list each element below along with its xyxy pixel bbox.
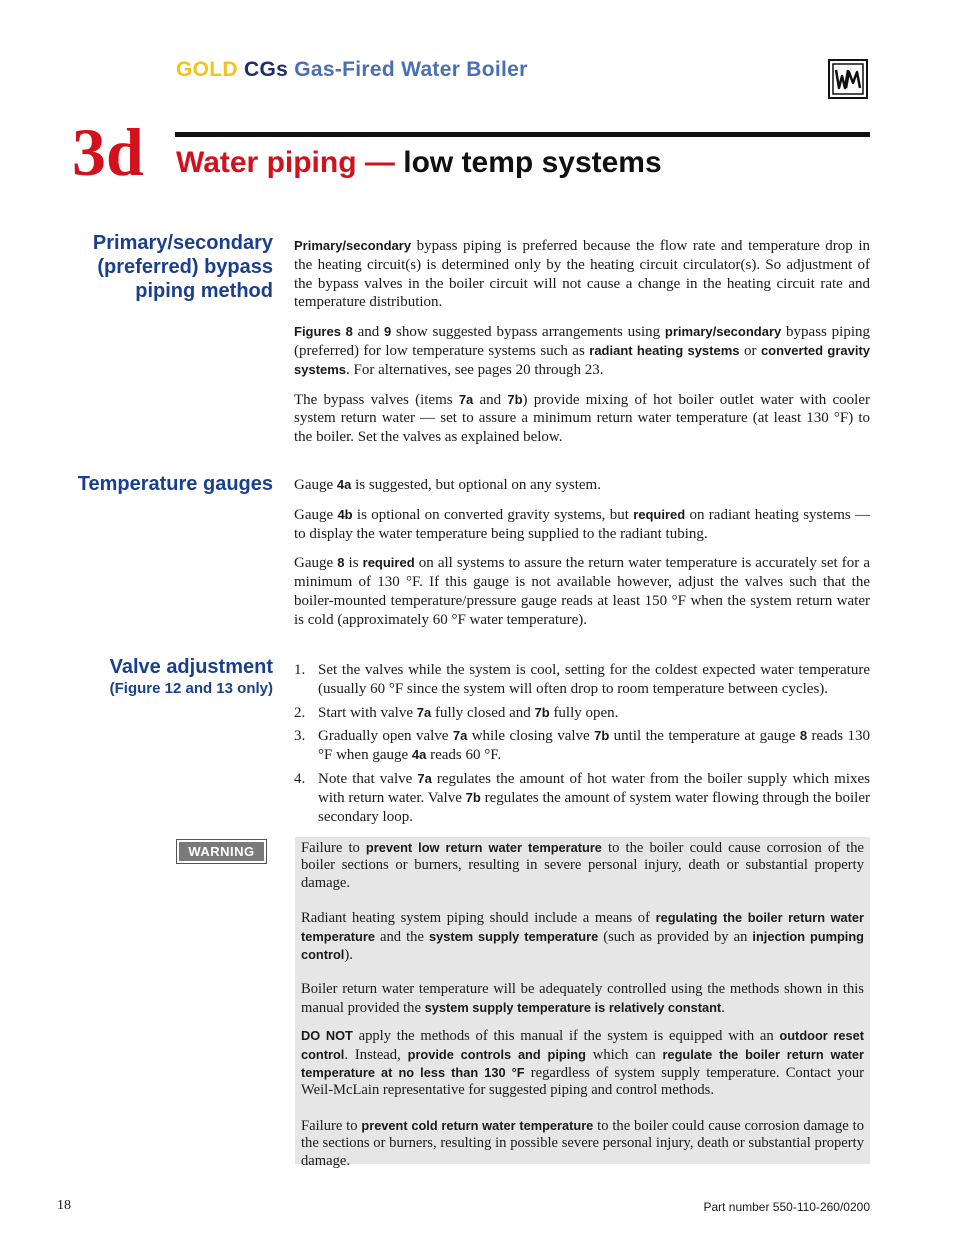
part-number: Part number 550-110-260/0200 xyxy=(703,1200,870,1214)
bold-term: prevent cold return water temperature xyxy=(361,1117,594,1133)
text-run: Radiant heating system piping should include a means of xyxy=(301,910,656,927)
temperature-gauges-body xyxy=(294,476,870,641)
text-run: ) provide mixing of hot boiler outlet water with cooler system return water — set to assure a minimum return water temperature (at least 130 °F) to the boiler. Set the valves as explained below. xyxy=(294,391,870,446)
text-run: is optional on converted gravity systems, but xyxy=(352,506,634,523)
text-run: and xyxy=(352,324,385,341)
text-run: regardless of system supply temperature. Contact your Weil-McLain representative for suggested piping and control methods. xyxy=(301,1065,864,1099)
warning-box xyxy=(295,837,870,1169)
gauges-paragraph-2 xyxy=(294,506,870,544)
bold-term: radiant heating systems xyxy=(589,342,740,358)
weil-mclain-logo-icon xyxy=(828,59,868,99)
text-run: reads 130 °F when gauge xyxy=(318,728,871,764)
primary-secondary-heading xyxy=(93,231,273,303)
brand-product: Gas-Fired Water Boiler xyxy=(294,58,528,81)
text-run: Failure to xyxy=(301,840,366,856)
warning-paragraph-2 xyxy=(301,909,864,964)
valve-steps-list xyxy=(294,661,870,826)
bold-term: 7b xyxy=(534,704,550,720)
text-run: Gauge xyxy=(294,555,338,572)
step-number: 3. xyxy=(294,728,306,745)
text-run: Boiler return water temperature will be adequately controlled using the methods shown in this manual provided the xyxy=(301,981,864,1016)
bold-term: provide controls and piping xyxy=(407,1046,586,1062)
primary-paragraph-2 xyxy=(294,323,870,379)
text-run: Start with valve xyxy=(318,704,417,721)
text-run: ). xyxy=(344,947,353,964)
text-run: Gauge xyxy=(294,477,337,493)
bold-term: 7a xyxy=(417,770,432,786)
text-run: while closing valve xyxy=(467,728,595,745)
bold-term: 4b xyxy=(337,506,353,522)
warning-label: WARNING xyxy=(179,842,264,861)
primary-heading-line3: piping method xyxy=(135,280,273,302)
text-run: until the temperature at gauge xyxy=(609,728,800,745)
text-run: fully closed and xyxy=(431,704,535,721)
bold-term: 7b xyxy=(465,789,481,805)
bold-term: 7a xyxy=(458,391,474,407)
text-run: reads 60 °F. xyxy=(426,747,502,764)
bold-term: 7a xyxy=(416,704,432,720)
text-run: fully open. xyxy=(549,704,619,721)
text-run: apply the methods of this manual if the system is equipped with an xyxy=(352,1028,780,1045)
text-run: and the xyxy=(374,928,429,945)
step-number: 1. xyxy=(294,662,306,678)
bold-term: prevent low return water temperature xyxy=(365,840,602,855)
text-run: and xyxy=(473,391,508,408)
text-run: is xyxy=(344,555,363,572)
bold-term: 7b xyxy=(507,391,523,407)
warning-badge xyxy=(176,839,267,864)
bold-term: injection pumping control xyxy=(301,928,864,963)
text-run: (such as provided by an xyxy=(598,928,753,945)
bold-term: converted gravity systems xyxy=(294,342,871,377)
warning-paragraph-1 xyxy=(301,839,864,892)
list-item xyxy=(294,704,870,723)
bold-term: 8 xyxy=(337,555,345,571)
bold-term: Figures 8 xyxy=(294,324,353,340)
bold-term: 4a xyxy=(336,477,352,492)
bold-term: DO NOT xyxy=(301,1028,353,1044)
step-number: 4. xyxy=(294,770,306,787)
bold-term: system supply temperature xyxy=(428,928,599,944)
text-run: bypass piping (preferred) for low temperature systems such as xyxy=(294,324,870,359)
text-run: to the boiler could cause corrosion damage to the sections or burners, resulting in possible severe personal injury, death or substantial property damage. xyxy=(301,1117,864,1169)
primary-paragraph-1 xyxy=(294,237,870,312)
section-rule xyxy=(175,132,870,137)
valve-adjustment-heading xyxy=(110,655,273,699)
section-title-black: low temp systems xyxy=(403,146,662,179)
valve-heading-subtitle: (Figure 12 and 13 only) xyxy=(109,680,273,697)
list-item xyxy=(294,661,870,699)
text-run: . For alternatives, see pages 20 through 23. xyxy=(346,361,604,378)
gauges-paragraph-3 xyxy=(294,554,870,629)
list-item xyxy=(294,727,870,765)
page-number: 18 xyxy=(57,1198,71,1213)
brand-cgs: CGs xyxy=(244,58,289,81)
bold-term: outdoor reset control xyxy=(301,1028,864,1062)
text-run: show suggested bypass arrangements using xyxy=(391,324,665,341)
text-run: regulates the amount of system water flowing through the boiler secondary loop. xyxy=(318,789,870,825)
text-run: Gauge xyxy=(294,506,338,523)
bold-term: primary/secondary xyxy=(664,324,782,340)
text-run: Failure to xyxy=(301,1117,362,1134)
valve-adjustment-body xyxy=(294,661,870,831)
text-run: which can xyxy=(585,1046,663,1063)
bold-term: 7a xyxy=(452,728,468,744)
text-run: . Instead, xyxy=(344,1046,408,1063)
bold-term: 8 xyxy=(799,728,808,744)
brand-gold: GOLD xyxy=(176,58,238,81)
primary-heading-line2: (preferred) bypass xyxy=(97,256,273,278)
warning-paragraph-3 xyxy=(301,981,864,1017)
list-item xyxy=(294,770,870,826)
warning-paragraph-4 xyxy=(301,1027,864,1100)
text-run: bypass piping is preferred because the flow rate and temperature drop in the heating circuit(s) is determined only by the heating circuit circulator(s). So adjustment of the bypass valves in the boiler circuit will not cause a change in the heating circuit rate and temperature distribution. xyxy=(294,238,870,311)
valve-heading-title: Valve adjustment xyxy=(109,656,273,678)
bold-term: 7b xyxy=(594,728,610,744)
text-run: Set the valves while the system is cool, setting for the coldest expected water temperature (usually 60 °F since the system will often drop to room temperature between cycles). xyxy=(318,662,870,697)
bold-term: Primary/secondary xyxy=(294,238,412,253)
text-run: regulates the amount of hot water from the boiler supply which mixes with return water. Valve xyxy=(318,770,870,806)
bold-term: 4a xyxy=(411,747,427,763)
gauges-paragraph-1 xyxy=(294,476,870,495)
primary-heading-line1: Primary/secondary xyxy=(92,232,273,254)
primary-secondary-body xyxy=(294,237,870,458)
bold-term: 9 xyxy=(384,324,392,340)
text-run: . xyxy=(721,999,725,1016)
text-run: is suggested, but optional on any system. xyxy=(351,477,601,493)
document-header-title xyxy=(176,58,528,82)
bold-term: required xyxy=(633,506,686,522)
section-title-red: Water piping — xyxy=(176,146,395,179)
text-run: to the boiler could cause corrosion of the boiler sections or burners, resulting in severe personal injury, death or substantial property damage. xyxy=(301,840,865,891)
text-run: The bypass valves (items xyxy=(294,391,459,408)
text-run: on radiant heating systems — to display the water temperature being supplied to the radiant tubing. xyxy=(294,506,870,542)
bold-term: required xyxy=(362,555,415,571)
text-run: Gradually open valve xyxy=(318,728,453,745)
primary-paragraph-3 xyxy=(294,391,870,447)
text-run: on all systems to assure the return water temperature is accurately set for a minimum of 130 °F. If this gauge is not available however, adjust the valves such that the boiler-mounted temperature/pressure gauge reads at least 150 °F when the system return water is cold (approximately 60 °F water temperature). xyxy=(294,555,870,628)
section-number: 3d xyxy=(72,114,144,190)
text-run: Note that valve xyxy=(318,770,418,787)
temperature-gauges-heading: Temperature gauges xyxy=(77,473,273,495)
warning-paragraph-5 xyxy=(301,1117,864,1170)
text-run: or xyxy=(739,342,761,359)
bold-term: regulating the boiler return water temperature xyxy=(301,910,865,944)
bold-term: regulate the boiler return water temperature at no less than 130 °F xyxy=(301,1046,864,1081)
bold-term: system supply temperature is relatively constant xyxy=(424,999,722,1015)
step-number: 2. xyxy=(294,704,306,721)
section-title xyxy=(176,146,662,180)
